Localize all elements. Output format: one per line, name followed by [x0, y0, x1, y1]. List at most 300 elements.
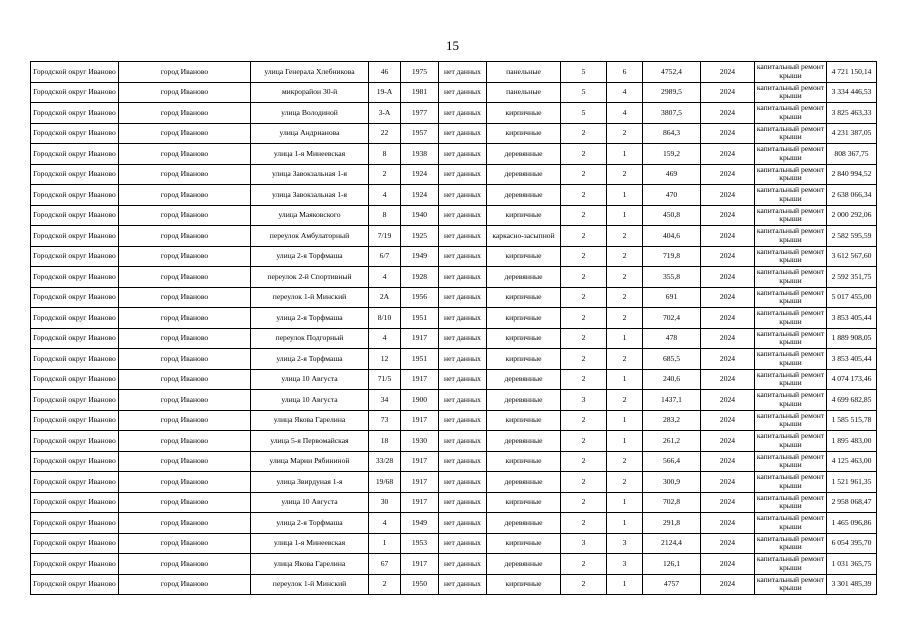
municipality-cell: Городской округ Иваново: [31, 287, 119, 308]
build-year-cell: 1917: [401, 410, 439, 431]
area-cell: 470: [643, 185, 701, 206]
house-number-cell: 8: [369, 144, 401, 165]
work-type-cell: капитальный ремонт крыши: [755, 185, 827, 206]
house-number-cell: 1: [369, 533, 401, 554]
floors-cell: 2: [561, 472, 607, 493]
table-row: [31, 287, 877, 308]
floors-cell: 3: [561, 390, 607, 411]
entrances-cell: 2: [607, 226, 643, 247]
build-year-cell: 1957: [401, 123, 439, 144]
table-row: [31, 513, 877, 534]
year-cell: 2024: [701, 431, 755, 452]
cost-cell: 2 840 994,52: [827, 164, 877, 185]
area-cell: 4752,4: [643, 62, 701, 83]
area-cell: 2124,4: [643, 533, 701, 554]
street-cell: переулок Подгорный: [251, 328, 369, 349]
cost-cell: 2 000 292,06: [827, 205, 877, 226]
cost-cell: 1 521 961,35: [827, 472, 877, 493]
municipality-cell: Городской округ Иваново: [31, 164, 119, 185]
street-cell: улица Завокзальная 1-я: [251, 164, 369, 185]
data-status-cell: нет данных: [439, 205, 487, 226]
settlement-cell: город Иваново: [119, 513, 251, 534]
build-year-cell: 1956: [401, 287, 439, 308]
settlement-cell: город Иваново: [119, 103, 251, 124]
municipality-cell: Городской округ Иваново: [31, 62, 119, 83]
data-status-cell: нет данных: [439, 82, 487, 103]
year-cell: 2024: [701, 574, 755, 595]
data-status-cell: нет данных: [439, 410, 487, 431]
house-number-cell: 2: [369, 164, 401, 185]
settlement-cell: город Иваново: [119, 164, 251, 185]
year-cell: 2024: [701, 164, 755, 185]
cost-cell: 3 301 485,39: [827, 574, 877, 595]
municipality-cell: Городской округ Иваново: [31, 308, 119, 329]
wall-material-cell: деревянные: [487, 513, 561, 534]
settlement-cell: город Иваново: [119, 205, 251, 226]
area-cell: 159,2: [643, 144, 701, 165]
municipality-cell: Городской округ Иваново: [31, 82, 119, 103]
street-cell: улица 2-я Торфмаша: [251, 246, 369, 267]
table-row: [31, 431, 877, 452]
data-status-cell: нет данных: [439, 103, 487, 124]
house-number-cell: 6/7: [369, 246, 401, 267]
entrances-cell: 4: [607, 103, 643, 124]
year-cell: 2024: [701, 451, 755, 472]
entrances-cell: 2: [607, 287, 643, 308]
street-cell: улица 10 Августа: [251, 369, 369, 390]
entrances-cell: 2: [607, 451, 643, 472]
house-number-cell: 22: [369, 123, 401, 144]
street-cell: переулок 2-й Спортивный: [251, 267, 369, 288]
cost-cell: 808 367,75: [827, 144, 877, 165]
table-row: [31, 103, 877, 124]
cost-cell: 2 592 351,75: [827, 267, 877, 288]
street-cell: улица Марии Рябининой: [251, 451, 369, 472]
wall-material-cell: кирпичные: [487, 533, 561, 554]
area-cell: 261,2: [643, 431, 701, 452]
street-cell: улица Генерала Хлебникова: [251, 62, 369, 83]
wall-material-cell: деревянные: [487, 185, 561, 206]
table-row: [31, 554, 877, 575]
wall-material-cell: деревянные: [487, 472, 561, 493]
data-status-cell: нет данных: [439, 226, 487, 247]
area-cell: 469: [643, 164, 701, 185]
entrances-cell: 1: [607, 205, 643, 226]
table-row: [31, 123, 877, 144]
build-year-cell: 1977: [401, 103, 439, 124]
house-number-cell: 4: [369, 185, 401, 206]
entrances-cell: 1: [607, 144, 643, 165]
entrances-cell: 4: [607, 82, 643, 103]
cost-cell: 4 074 173,46: [827, 369, 877, 390]
year-cell: 2024: [701, 287, 755, 308]
area-cell: 404,6: [643, 226, 701, 247]
floors-cell: 5: [561, 62, 607, 83]
wall-material-cell: деревянные: [487, 390, 561, 411]
house-number-cell: 34: [369, 390, 401, 411]
table-row: [31, 246, 877, 267]
wall-material-cell: кирпичные: [487, 328, 561, 349]
year-cell: 2024: [701, 267, 755, 288]
house-number-cell: 2А: [369, 287, 401, 308]
data-status-cell: нет данных: [439, 369, 487, 390]
cost-cell: 2 958 068,47: [827, 492, 877, 513]
area-cell: 283,2: [643, 410, 701, 431]
year-cell: 2024: [701, 349, 755, 370]
build-year-cell: 1950: [401, 574, 439, 595]
settlement-cell: город Иваново: [119, 492, 251, 513]
street-cell: улица 2-я Торфмаша: [251, 308, 369, 329]
data-status-cell: нет данных: [439, 62, 487, 83]
wall-material-cell: кирпичные: [487, 492, 561, 513]
floors-cell: 2: [561, 308, 607, 329]
wall-material-cell: кирпичные: [487, 246, 561, 267]
work-type-cell: капитальный ремонт крыши: [755, 287, 827, 308]
settlement-cell: город Иваново: [119, 451, 251, 472]
work-type-cell: капитальный ремонт крыши: [755, 328, 827, 349]
build-year-cell: 1928: [401, 267, 439, 288]
area-cell: 3807,5: [643, 103, 701, 124]
year-cell: 2024: [701, 472, 755, 493]
house-number-cell: 12: [369, 349, 401, 370]
area-cell: 355,8: [643, 267, 701, 288]
year-cell: 2024: [701, 144, 755, 165]
year-cell: 2024: [701, 308, 755, 329]
floors-cell: 2: [561, 513, 607, 534]
data-status-cell: нет данных: [439, 246, 487, 267]
data-status-cell: нет данных: [439, 451, 487, 472]
page-number: 15: [446, 38, 459, 53]
house-number-cell: 3-А: [369, 103, 401, 124]
municipality-cell: Городской округ Иваново: [31, 451, 119, 472]
build-year-cell: 1917: [401, 492, 439, 513]
year-cell: 2024: [701, 410, 755, 431]
year-cell: 2024: [701, 554, 755, 575]
municipality-cell: Городской округ Иваново: [31, 205, 119, 226]
municipality-cell: Городской округ Иваново: [31, 554, 119, 575]
municipality-cell: Городской округ Иваново: [31, 267, 119, 288]
floors-cell: 2: [561, 123, 607, 144]
street-cell: улица Якова Гарелина: [251, 410, 369, 431]
cost-cell: 3 853 405,44: [827, 349, 877, 370]
cost-cell: 3 334 446,53: [827, 82, 877, 103]
build-year-cell: 1917: [401, 451, 439, 472]
entrances-cell: 1: [607, 410, 643, 431]
table-row: [31, 369, 877, 390]
cost-cell: 2 638 066,34: [827, 185, 877, 206]
table-row: [31, 472, 877, 493]
street-cell: улица Звирдуная 1-я: [251, 472, 369, 493]
settlement-cell: город Иваново: [119, 82, 251, 103]
year-cell: 2024: [701, 205, 755, 226]
floors-cell: 5: [561, 103, 607, 124]
settlement-cell: город Иваново: [119, 410, 251, 431]
wall-material-cell: кирпичные: [487, 349, 561, 370]
build-year-cell: 1917: [401, 328, 439, 349]
work-type-cell: капитальный ремонт крыши: [755, 308, 827, 329]
work-type-cell: капитальный ремонт крыши: [755, 144, 827, 165]
work-type-cell: капитальный ремонт крыши: [755, 123, 827, 144]
floors-cell: 2: [561, 164, 607, 185]
cost-cell: 1 465 096,86: [827, 513, 877, 534]
municipality-cell: Городской округ Иваново: [31, 431, 119, 452]
house-number-cell: 2: [369, 574, 401, 595]
area-cell: 864,3: [643, 123, 701, 144]
settlement-cell: город Иваново: [119, 390, 251, 411]
entrances-cell: 2: [607, 123, 643, 144]
floors-cell: 2: [561, 349, 607, 370]
floors-cell: 2: [561, 226, 607, 247]
year-cell: 2024: [701, 103, 755, 124]
year-cell: 2024: [701, 82, 755, 103]
cost-cell: 3 612 567,60: [827, 246, 877, 267]
table-row: [31, 205, 877, 226]
build-year-cell: 1917: [401, 554, 439, 575]
data-status-cell: нет данных: [439, 431, 487, 452]
entrances-cell: 2: [607, 308, 643, 329]
entrances-cell: 2: [607, 349, 643, 370]
settlement-cell: город Иваново: [119, 533, 251, 554]
floors-cell: 2: [561, 287, 607, 308]
floors-cell: 5: [561, 82, 607, 103]
work-type-cell: капитальный ремонт крыши: [755, 410, 827, 431]
wall-material-cell: кирпичные: [487, 574, 561, 595]
settlement-cell: город Иваново: [119, 369, 251, 390]
cost-cell: 4 721 150,14: [827, 62, 877, 83]
house-number-cell: 73: [369, 410, 401, 431]
area-cell: 2989,5: [643, 82, 701, 103]
area-cell: 450,8: [643, 205, 701, 226]
settlement-cell: город Иваново: [119, 472, 251, 493]
wall-material-cell: панельные: [487, 62, 561, 83]
build-year-cell: 1924: [401, 185, 439, 206]
work-type-cell: капитальный ремонт крыши: [755, 82, 827, 103]
street-cell: улица 1-я Минеевская: [251, 533, 369, 554]
cost-cell: 3 853 405,44: [827, 308, 877, 329]
municipality-cell: Городской округ Иваново: [31, 328, 119, 349]
work-type-cell: капитальный ремонт крыши: [755, 226, 827, 247]
floors-cell: 2: [561, 410, 607, 431]
municipality-cell: Городской округ Иваново: [31, 410, 119, 431]
house-number-cell: 8: [369, 205, 401, 226]
year-cell: 2024: [701, 513, 755, 534]
cost-cell: 2 582 595,59: [827, 226, 877, 247]
floors-cell: 2: [561, 554, 607, 575]
year-cell: 2024: [701, 369, 755, 390]
table-row: [31, 62, 877, 83]
floors-cell: 2: [561, 451, 607, 472]
table-row: [31, 164, 877, 185]
year-cell: 2024: [701, 328, 755, 349]
wall-material-cell: кирпичные: [487, 410, 561, 431]
municipality-cell: Городской округ Иваново: [31, 369, 119, 390]
house-number-cell: 19-А: [369, 82, 401, 103]
build-year-cell: 1940: [401, 205, 439, 226]
table-row: [31, 410, 877, 431]
build-year-cell: 1930: [401, 431, 439, 452]
entrances-cell: 2: [607, 472, 643, 493]
house-number-cell: 8/10: [369, 308, 401, 329]
settlement-cell: город Иваново: [119, 431, 251, 452]
entrances-cell: 3: [607, 533, 643, 554]
build-year-cell: 1925: [401, 226, 439, 247]
table-row: [31, 144, 877, 165]
work-type-cell: капитальный ремонт крыши: [755, 554, 827, 575]
municipality-cell: Городской округ Иваново: [31, 226, 119, 247]
wall-material-cell: деревянные: [487, 267, 561, 288]
cost-cell: 6 054 395,70: [827, 533, 877, 554]
work-type-cell: капитальный ремонт крыши: [755, 349, 827, 370]
data-status-cell: нет данных: [439, 554, 487, 575]
area-cell: 291,8: [643, 513, 701, 534]
build-year-cell: 1975: [401, 62, 439, 83]
house-number-cell: 18: [369, 431, 401, 452]
settlement-cell: город Иваново: [119, 267, 251, 288]
settlement-cell: город Иваново: [119, 308, 251, 329]
data-status-cell: нет данных: [439, 287, 487, 308]
build-year-cell: 1951: [401, 349, 439, 370]
settlement-cell: город Иваново: [119, 185, 251, 206]
floors-cell: 2: [561, 328, 607, 349]
work-type-cell: капитальный ремонт крыши: [755, 451, 827, 472]
data-status-cell: нет данных: [439, 267, 487, 288]
work-type-cell: капитальный ремонт крыши: [755, 62, 827, 83]
year-cell: 2024: [701, 123, 755, 144]
table-row: [31, 451, 877, 472]
wall-material-cell: деревянные: [487, 164, 561, 185]
wall-material-cell: деревянные: [487, 369, 561, 390]
data-status-cell: нет данных: [439, 328, 487, 349]
area-cell: 702,8: [643, 492, 701, 513]
entrances-cell: 1: [607, 369, 643, 390]
street-cell: переулок Амбулаторный: [251, 226, 369, 247]
settlement-cell: город Иваново: [119, 328, 251, 349]
municipality-cell: Городской округ Иваново: [31, 574, 119, 595]
street-cell: улица 5-я Первомайская: [251, 431, 369, 452]
entrances-cell: 2: [607, 267, 643, 288]
street-cell: улица 2-я Торфмаша: [251, 513, 369, 534]
work-type-cell: капитальный ремонт крыши: [755, 103, 827, 124]
house-number-cell: 71/5: [369, 369, 401, 390]
entrances-cell: 1: [607, 513, 643, 534]
wall-material-cell: кирпичные: [487, 308, 561, 329]
build-year-cell: 1900: [401, 390, 439, 411]
year-cell: 2024: [701, 226, 755, 247]
street-cell: улица 10 Августа: [251, 492, 369, 513]
settlement-cell: город Иваново: [119, 554, 251, 575]
settlement-cell: город Иваново: [119, 144, 251, 165]
entrances-cell: 2: [607, 164, 643, 185]
table-row: [31, 185, 877, 206]
table-row: [31, 349, 877, 370]
wall-material-cell: деревянные: [487, 554, 561, 575]
municipality-cell: Городской округ Иваново: [31, 246, 119, 267]
cost-cell: 3 825 463,33: [827, 103, 877, 124]
entrances-cell: 1: [607, 328, 643, 349]
street-cell: улица 1-я Минеевская: [251, 144, 369, 165]
table-row: [31, 267, 877, 288]
cost-cell: 1 895 483,00: [827, 431, 877, 452]
settlement-cell: город Иваново: [119, 246, 251, 267]
house-number-cell: 30: [369, 492, 401, 513]
build-year-cell: 1949: [401, 513, 439, 534]
build-year-cell: 1951: [401, 308, 439, 329]
year-cell: 2024: [701, 62, 755, 83]
floors-cell: 3: [561, 533, 607, 554]
data-status-cell: нет данных: [439, 390, 487, 411]
settlement-cell: город Иваново: [119, 226, 251, 247]
entrances-cell: 1: [607, 431, 643, 452]
cost-cell: 4 699 682,85: [827, 390, 877, 411]
municipality-cell: Городской округ Иваново: [31, 472, 119, 493]
work-type-cell: капитальный ремонт крыши: [755, 574, 827, 595]
street-cell: улица Володиной: [251, 103, 369, 124]
municipality-cell: Городской округ Иваново: [31, 390, 119, 411]
municipality-cell: Городской округ Иваново: [31, 103, 119, 124]
year-cell: 2024: [701, 492, 755, 513]
entrances-cell: 1: [607, 574, 643, 595]
wall-material-cell: кирпичные: [487, 103, 561, 124]
street-cell: улица Завокзальная 1-я: [251, 185, 369, 206]
work-type-cell: капитальный ремонт крыши: [755, 472, 827, 493]
cost-cell: 1 031 365,75: [827, 554, 877, 575]
work-type-cell: капитальный ремонт крыши: [755, 492, 827, 513]
street-cell: улица 2-я Торфмаша: [251, 349, 369, 370]
area-cell: 702,4: [643, 308, 701, 329]
table-row: [31, 574, 877, 595]
street-cell: переулок 1-й Минский: [251, 574, 369, 595]
build-year-cell: 1953: [401, 533, 439, 554]
wall-material-cell: кирпичные: [487, 287, 561, 308]
area-cell: 691: [643, 287, 701, 308]
cost-cell: 1 585 515,78: [827, 410, 877, 431]
house-number-cell: 67: [369, 554, 401, 575]
data-status-cell: нет данных: [439, 144, 487, 165]
street-cell: микрорайон 30-й: [251, 82, 369, 103]
floors-cell: 2: [561, 205, 607, 226]
street-cell: улица 10 Августа: [251, 390, 369, 411]
data-status-cell: нет данных: [439, 308, 487, 329]
wall-material-cell: деревянные: [487, 144, 561, 165]
settlement-cell: город Иваново: [119, 574, 251, 595]
area-cell: 300,9: [643, 472, 701, 493]
work-type-cell: капитальный ремонт крыши: [755, 533, 827, 554]
data-status-cell: нет данных: [439, 513, 487, 534]
settlement-cell: город Иваново: [119, 287, 251, 308]
data-status-cell: нет данных: [439, 349, 487, 370]
floors-cell: 2: [561, 492, 607, 513]
municipality-cell: Городской округ Иваново: [31, 144, 119, 165]
data-status-cell: нет данных: [439, 185, 487, 206]
area-cell: 719,8: [643, 246, 701, 267]
settlement-cell: город Иваново: [119, 349, 251, 370]
municipality-cell: Городской округ Иваново: [31, 123, 119, 144]
entrances-cell: 1: [607, 185, 643, 206]
build-year-cell: 1917: [401, 369, 439, 390]
year-cell: 2024: [701, 246, 755, 267]
data-status-cell: нет данных: [439, 123, 487, 144]
cost-cell: 4 125 463,00: [827, 451, 877, 472]
floors-cell: 2: [561, 267, 607, 288]
table-row: [31, 492, 877, 513]
table-row: [31, 533, 877, 554]
build-year-cell: 1981: [401, 82, 439, 103]
data-status-cell: нет данных: [439, 472, 487, 493]
area-cell: 685,5: [643, 349, 701, 370]
build-year-cell: 1917: [401, 472, 439, 493]
floors-cell: 2: [561, 246, 607, 267]
municipality-cell: Городской округ Иваново: [31, 533, 119, 554]
